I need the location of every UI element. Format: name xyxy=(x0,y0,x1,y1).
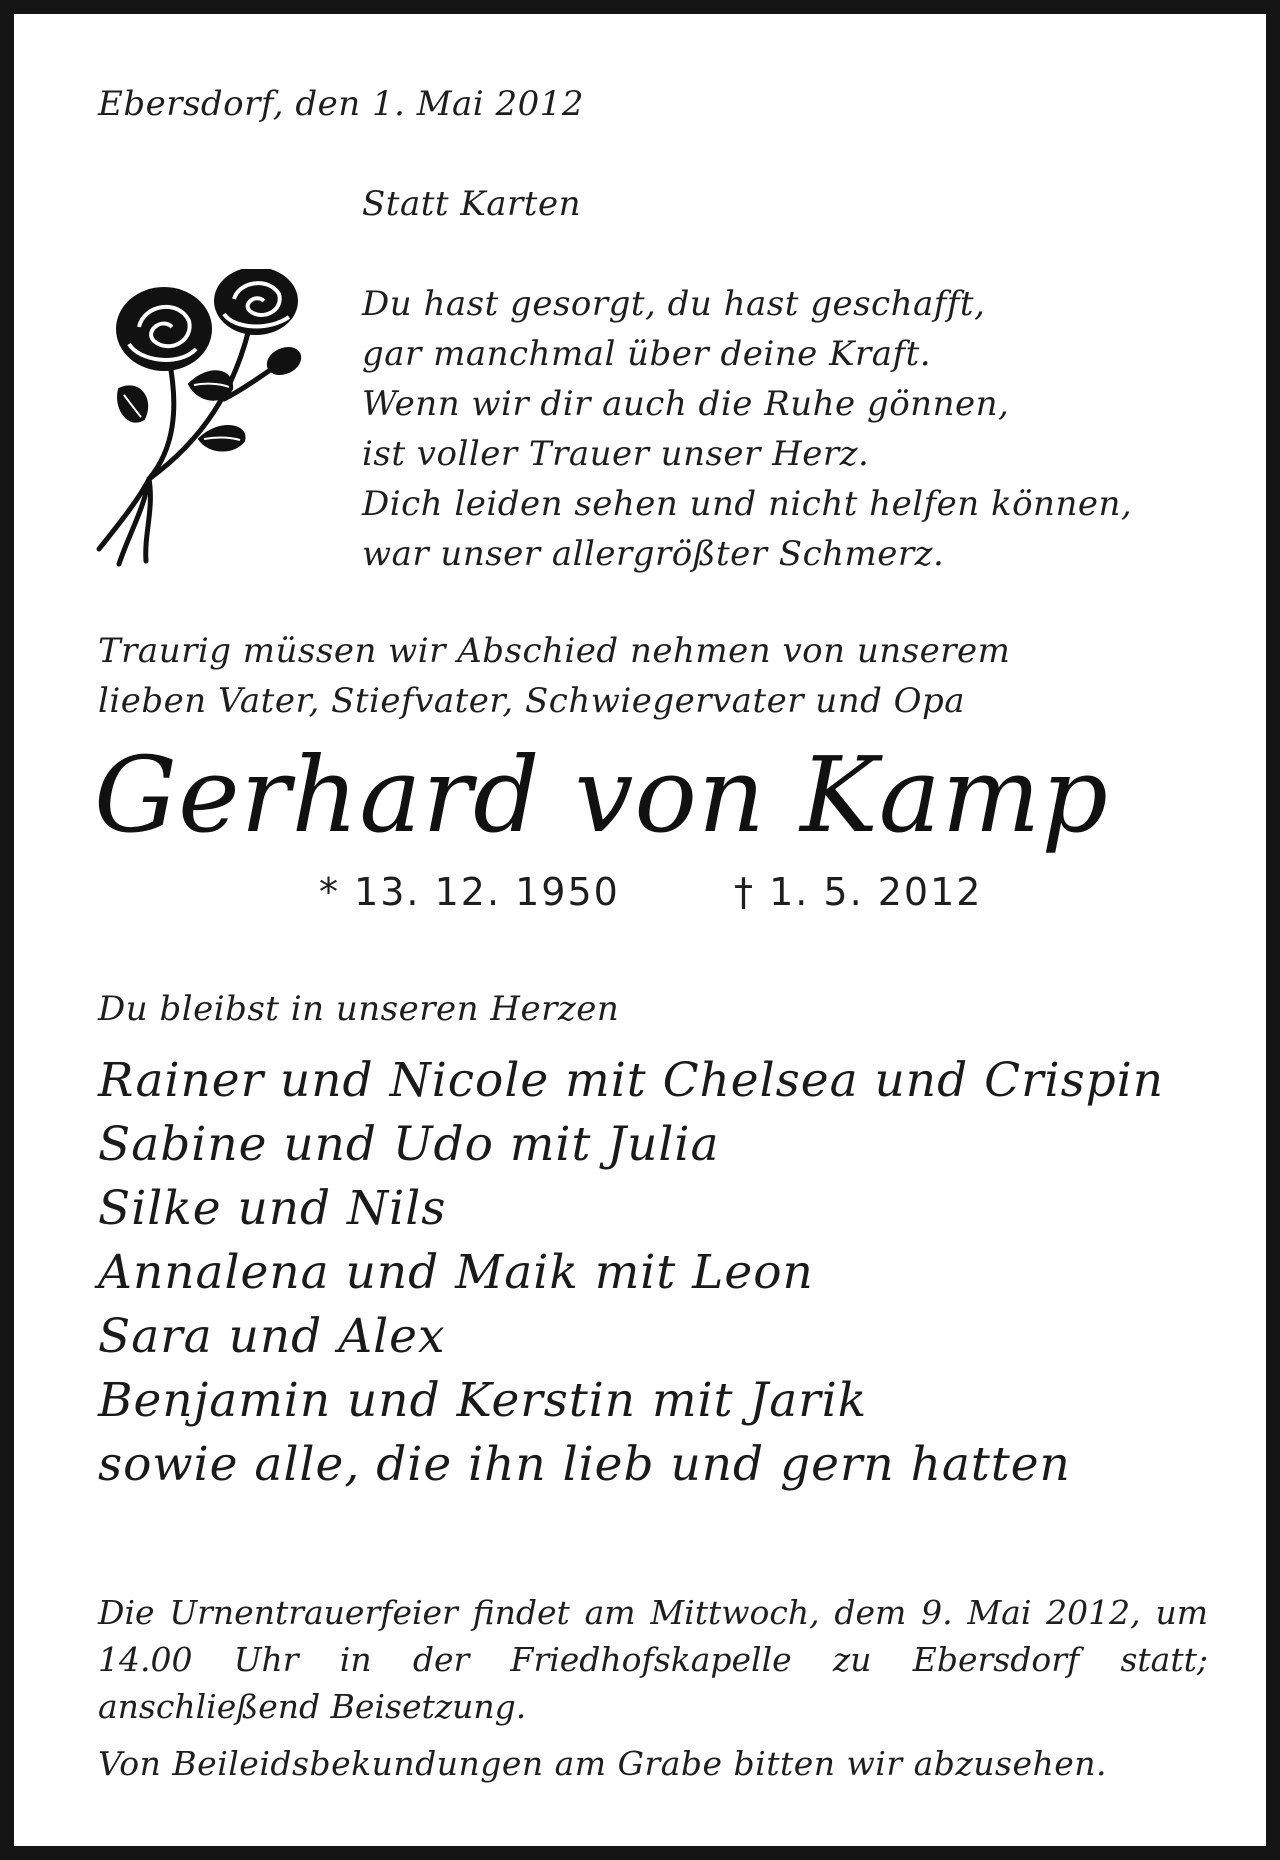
mourner-line: Benjamin und Kerstin mit Jarik xyxy=(98,1373,868,1428)
mourner-line: Sabine und Udo mit Julia xyxy=(98,1117,720,1172)
motto: Du bleibst in unseren Herzen xyxy=(98,989,620,1029)
poem-line: Wenn wir dir auch die Ruhe gönnen, xyxy=(362,384,1010,424)
mourner-line: Annalena und Maik mit Leon xyxy=(98,1245,814,1300)
mourner-line: Rainer und Nicole mit Chelsea und Crispin xyxy=(98,1053,1165,1108)
condolence-request: Von Beileidsbekundungen am Grabe bitten wir abzusehen. xyxy=(98,1744,1108,1783)
intro-text xyxy=(98,626,1010,726)
birth-date: * 13. 12. 1950 xyxy=(319,870,620,914)
poem-line: gar manchmal über deine Kraft. xyxy=(362,334,932,374)
poem xyxy=(362,279,1132,579)
death-date: † 1. 5. 2012 xyxy=(734,870,983,914)
intro-line: Traurig müssen wir Abschied nehmen von unserem xyxy=(98,631,1011,671)
roses-icon xyxy=(84,269,344,569)
service-info: Die Urnentrauerfeier findet am Mittwoch, dem 9. Mai 2012, um 14.00 Uhr in der Friedhofskapelle zu Ebersdorf statt; anschließend Beisetzung. xyxy=(98,1593,1208,1726)
mourner-line: sowie alle, die ihn lieb und gern hatten xyxy=(98,1437,1071,1492)
place-date: Ebersdorf, den 1. Mai 2012 xyxy=(98,84,585,124)
poem-line: ist voller Trauer unser Herz. xyxy=(362,434,870,474)
deceased-name: Gerhard von Kamp xyxy=(94,734,1109,856)
poem-line: Du hast gesorgt, du hast geschafft, xyxy=(362,284,986,324)
poem-line: war unser allergrößter Schmerz. xyxy=(362,534,945,574)
mourner-line: Sara und Alex xyxy=(98,1309,446,1364)
mourner-line: Silke und Nils xyxy=(98,1181,447,1236)
poem-line: Dich leiden sehen und nicht helfen können, xyxy=(362,484,1133,524)
intro-line: lieben Vater, Stiefvater, Schwiegervater und Opa xyxy=(98,681,966,721)
mourners-list xyxy=(98,1049,1164,1497)
statt-karten: Statt Karten xyxy=(362,184,581,224)
